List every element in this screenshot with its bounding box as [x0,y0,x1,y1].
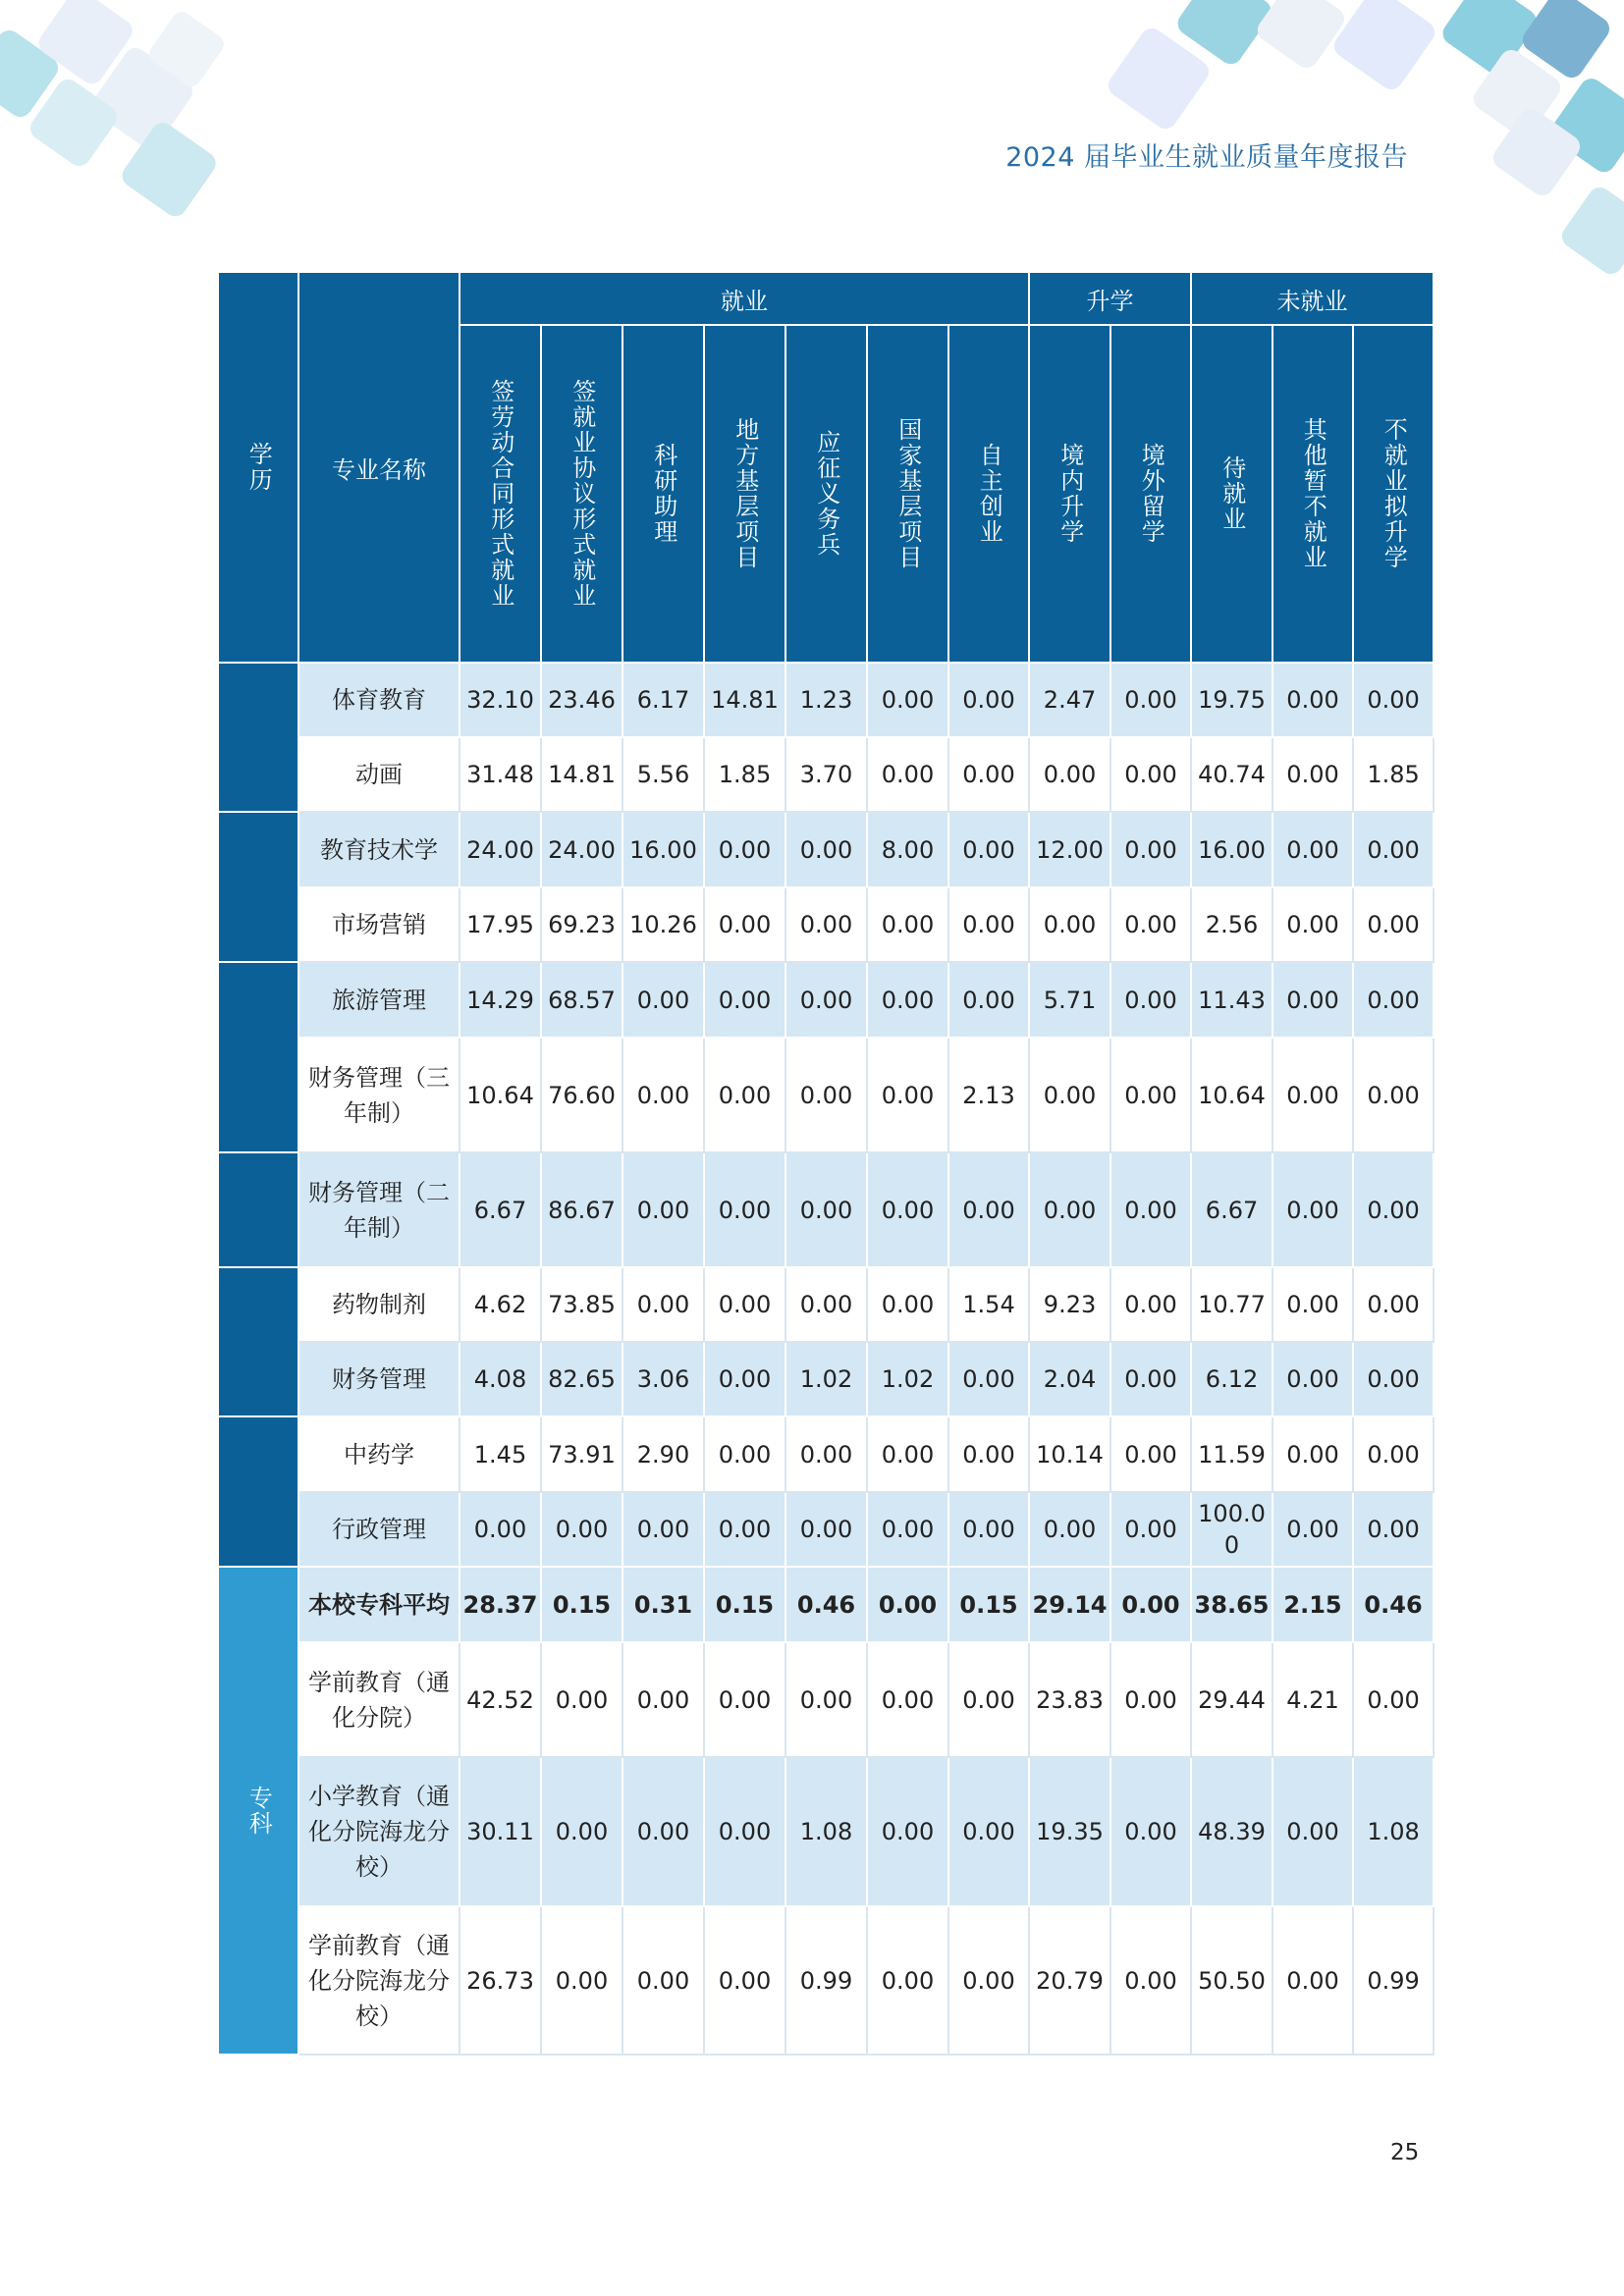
value-cell: 0.00 [785,1267,867,1342]
value-cell: 38.65 [1191,1567,1272,1642]
major-name: 旅游管理 [298,962,460,1038]
subcol-header-label: 其他暂不就业 [1299,417,1327,570]
edu-label: 专科 [244,1785,273,1837]
value-cell: 0.00 [1272,887,1353,962]
value-cell: 0.00 [1272,1906,1353,2055]
subcol-header [785,325,867,663]
value-cell: 1.85 [1353,737,1434,812]
value-cell: 0.00 [785,1416,867,1492]
value-cell: 29.14 [1029,1567,1110,1642]
group-header-unemployed: 未就业 [1191,272,1434,325]
table-row [218,1492,1434,1567]
subcol-header-label: 签劳动合同形式就业 [486,379,514,609]
group-header-further-study: 升学 [1029,272,1191,325]
value-cell: 0.00 [704,1152,785,1267]
value-cell: 3.70 [785,737,867,812]
value-cell: 0.00 [1353,812,1434,887]
value-cell: 0.00 [1353,1038,1434,1152]
value-cell: 31.48 [460,737,541,812]
value-cell: 0.00 [785,1642,867,1757]
value-cell: 0.00 [704,812,785,887]
value-cell: 11.59 [1191,1416,1272,1492]
value-cell: 30.11 [460,1757,541,1906]
value-cell: 0.00 [704,1416,785,1492]
value-cell: 0.00 [623,1267,704,1342]
value-cell: 68.57 [541,962,623,1038]
value-cell: 0.00 [867,737,948,812]
value-cell: 0.00 [704,1342,785,1416]
table-row [218,663,1434,737]
subcol-header [1191,325,1272,663]
value-cell: 0.00 [704,1757,785,1906]
value-cell: 10.64 [1191,1038,1272,1152]
value-cell: 73.91 [541,1416,623,1492]
major-name: 本校专科平均 [298,1567,460,1642]
major-name: 教育技术学 [298,812,460,887]
value-cell: 4.62 [460,1267,541,1342]
major-name: 财务管理（二年制） [298,1152,460,1267]
value-cell: 0.00 [541,1757,623,1906]
value-cell: 0.00 [1029,1152,1110,1267]
value-cell: 0.00 [1353,1152,1434,1267]
major-name: 药物制剂 [298,1267,460,1342]
value-cell: 23.46 [541,663,623,737]
subcol-header [1272,325,1353,663]
value-cell: 0.00 [1110,812,1191,887]
subcol-header [948,325,1029,663]
major-name: 财务管理 [298,1342,460,1416]
subcol-header-label: 待就业 [1218,455,1246,532]
value-cell: 0.00 [948,1906,1029,2055]
value-cell: 0.00 [785,887,867,962]
value-cell: 0.00 [1272,1416,1353,1492]
value-cell: 10.64 [460,1038,541,1152]
value-cell: 2.90 [623,1416,704,1492]
value-cell: 12.00 [1029,812,1110,887]
value-cell: 0.00 [1110,1152,1191,1267]
value-cell: 0.00 [623,1152,704,1267]
value-cell: 1.45 [460,1416,541,1492]
table-row [218,1152,1434,1267]
subcol-header [704,325,785,663]
value-cell: 0.00 [541,1642,623,1757]
value-cell: 1.02 [867,1342,948,1416]
value-cell: 0.00 [1110,887,1191,962]
subcol-header-label: 地方基层项目 [731,417,759,570]
value-cell: 20.79 [1029,1906,1110,2055]
edu-cell [218,1152,298,1267]
value-cell: 14.81 [541,737,623,812]
major-name: 中药学 [298,1416,460,1492]
value-cell: 6.67 [460,1152,541,1267]
value-cell: 2.13 [948,1038,1029,1152]
subcol-header [623,325,704,663]
value-cell: 16.00 [1191,812,1272,887]
value-cell: 0.00 [1272,1152,1353,1267]
value-cell: 1.54 [948,1267,1029,1342]
subcol-header-label: 科研助理 [649,443,677,545]
edu-cell [218,812,298,962]
value-cell: 0.00 [704,1038,785,1152]
value-cell: 1.08 [1353,1757,1434,1906]
value-cell: 0.00 [1353,1416,1434,1492]
value-cell: 0.00 [1110,1038,1191,1152]
value-cell: 0.00 [1353,1342,1434,1416]
value-cell: 0.00 [623,1038,704,1152]
value-cell: 0.46 [1353,1567,1434,1642]
value-cell: 76.60 [541,1038,623,1152]
value-cell: 10.26 [623,887,704,962]
value-cell: 0.00 [1110,1906,1191,2055]
table-row [218,1342,1434,1416]
value-cell: 0.00 [1110,663,1191,737]
major-name: 市场营销 [298,887,460,962]
edu-cell [218,962,298,1152]
value-cell: 86.67 [541,1152,623,1267]
value-cell: 0.00 [948,1416,1029,1492]
value-cell: 0.00 [948,663,1029,737]
value-cell: 0.00 [541,1492,623,1567]
major-name: 体育教育 [298,663,460,737]
subcol-header-label: 应征义务兵 [812,430,840,558]
subcol-header-label: 自主创业 [975,443,1003,545]
value-cell: 0.15 [948,1567,1029,1642]
value-cell: 6.17 [623,663,704,737]
value-cell: 9.23 [1029,1267,1110,1342]
edu-cell [218,663,298,812]
value-cell: 19.75 [1191,663,1272,737]
value-cell: 4.21 [1272,1642,1353,1757]
table-row [218,1267,1434,1342]
value-cell: 10.14 [1029,1416,1110,1492]
value-cell: 3.06 [623,1342,704,1416]
value-cell: 0.00 [1353,962,1434,1038]
value-cell: 0.00 [1272,962,1353,1038]
value-cell: 0.00 [867,1906,948,2055]
value-cell: 0.00 [867,1152,948,1267]
value-cell: 0.00 [1272,1757,1353,1906]
value-cell: 0.00 [1110,1642,1191,1757]
subcol-header-label: 境内升学 [1056,443,1084,545]
subcol-header [867,325,948,663]
table-row [218,737,1434,812]
edu-cell-zhuanke [218,1567,298,2055]
value-cell: 0.00 [704,1642,785,1757]
value-cell: 17.95 [460,887,541,962]
value-cell: 0.00 [948,737,1029,812]
value-cell: 0.00 [948,887,1029,962]
value-cell: 0.00 [867,663,948,737]
value-cell: 0.00 [1110,1342,1191,1416]
value-cell: 0.00 [867,962,948,1038]
value-cell: 1.08 [785,1757,867,1906]
major-name: 财务管理（三年制） [298,1038,460,1152]
subcol-header [541,325,623,663]
value-cell: 0.00 [1110,1492,1191,1567]
value-cell: 42.52 [460,1642,541,1757]
col-header-major: 专业名称 [298,272,460,663]
value-cell: 0.00 [1353,1492,1434,1567]
value-cell: 0.00 [867,1642,948,1757]
value-cell: 0.00 [948,1757,1029,1906]
value-cell: 0.00 [1353,1267,1434,1342]
value-cell: 0.00 [623,1906,704,2055]
value-cell: 0.00 [1272,1267,1353,1342]
table-row [218,1567,1434,1642]
value-cell: 28.37 [460,1567,541,1642]
report-title: 2024 届毕业生就业质量年度报告 [1005,142,1408,173]
value-cell: 0.00 [1110,1757,1191,1906]
value-cell: 0.00 [785,1492,867,1567]
value-cell: 40.74 [1191,737,1272,812]
value-cell: 0.00 [1029,1038,1110,1152]
value-cell: 69.23 [541,887,623,962]
value-cell: 0.00 [785,1152,867,1267]
group-header-employed: 就业 [460,272,1029,325]
major-name: 学前教育（通化分院） [298,1642,460,1757]
value-cell: 6.12 [1191,1342,1272,1416]
value-cell: 11.43 [1191,962,1272,1038]
value-cell: 0.00 [1110,1267,1191,1342]
value-cell: 0.00 [623,1492,704,1567]
value-cell: 0.00 [1272,737,1353,812]
subcol-header-label: 境外留学 [1137,443,1165,545]
value-cell: 0.00 [704,1906,785,2055]
major-name: 小学教育（通化分院海龙分校） [298,1757,460,1906]
value-cell: 0.00 [785,812,867,887]
subcol-header [460,325,541,663]
value-cell: 0.46 [785,1567,867,1642]
major-name: 学前教育（通化分院海龙分校） [298,1906,460,2055]
value-cell: 0.00 [1110,1416,1191,1492]
value-cell: 0.00 [948,812,1029,887]
value-cell: 0.00 [867,1567,948,1642]
value-cell: 48.39 [1191,1757,1272,1906]
value-cell: 0.31 [623,1567,704,1642]
value-cell: 0.00 [1272,1492,1353,1567]
value-cell: 0.00 [704,1492,785,1567]
value-cell: 0.00 [785,962,867,1038]
value-cell: 29.44 [1191,1642,1272,1757]
value-cell: 0.00 [460,1492,541,1567]
value-cell: 0.00 [1272,1342,1353,1416]
value-cell: 0.00 [623,962,704,1038]
value-cell: 0.00 [1353,887,1434,962]
employment-table [217,271,1435,2056]
value-cell: 0.00 [867,1492,948,1567]
value-cell: 2.56 [1191,887,1272,962]
value-cell: 0.00 [704,887,785,962]
value-cell: 0.00 [1029,1492,1110,1567]
value-cell: 0.00 [785,1038,867,1152]
subcol-header-label: 签就业协议形式就业 [568,379,596,609]
value-cell: 5.71 [1029,962,1110,1038]
value-cell: 0.00 [948,1492,1029,1567]
value-cell: 0.00 [1110,962,1191,1038]
value-cell: 0.00 [1272,1038,1353,1152]
value-cell: 0.00 [867,1757,948,1906]
subcol-header [1029,325,1110,663]
value-cell: 8.00 [867,812,948,887]
value-cell: 24.00 [541,812,623,887]
value-cell: 23.83 [1029,1642,1110,1757]
col-header-edu-label: 学历 [244,442,273,493]
value-cell: 0.00 [623,1757,704,1906]
value-cell: 0.00 [948,962,1029,1038]
edu-cell [218,1416,298,1567]
value-cell: 0.00 [1353,1642,1434,1757]
value-cell: 24.00 [460,812,541,887]
value-cell: 5.56 [623,737,704,812]
value-cell: 0.00 [867,1038,948,1152]
value-cell: 0.00 [1110,737,1191,812]
value-cell: 0.00 [948,1642,1029,1757]
value-cell: 0.00 [1110,1567,1191,1642]
col-header-edu [218,272,298,663]
value-cell: 0.00 [1353,663,1434,737]
edu-cell [218,1267,298,1416]
table-row [218,1642,1434,1757]
value-cell: 0.00 [704,962,785,1038]
table-row [218,1038,1434,1152]
value-cell: 10.77 [1191,1267,1272,1342]
major-name: 行政管理 [298,1492,460,1567]
value-cell: 73.85 [541,1267,623,1342]
value-cell: 19.35 [1029,1757,1110,1906]
major-name: 动画 [298,737,460,812]
value-cell: 0.00 [867,887,948,962]
subcol-header [1110,325,1191,663]
table-row [218,1416,1434,1492]
value-cell: 2.04 [1029,1342,1110,1416]
value-cell: 0.00 [867,1416,948,1492]
value-cell: 0.00 [1272,812,1353,887]
value-cell: 0.00 [623,1642,704,1757]
table-row [218,887,1434,962]
subcol-header-label: 不就业拟升学 [1380,417,1408,570]
value-cell: 0.00 [1272,663,1353,737]
value-cell: 4.08 [460,1342,541,1416]
value-cell: 0.00 [867,1267,948,1342]
value-cell: 0.99 [1353,1906,1434,2055]
table-row [218,812,1434,887]
value-cell: 1.85 [704,737,785,812]
value-cell: 0.15 [541,1567,623,1642]
value-cell: 26.73 [460,1906,541,2055]
subcol-header [1353,325,1434,663]
table-row [218,962,1434,1038]
value-cell: 0.00 [541,1906,623,2055]
value-cell: 0.00 [948,1342,1029,1416]
value-cell: 1.23 [785,663,867,737]
value-cell: 16.00 [623,812,704,887]
page-number: 25 [1390,2140,1420,2165]
value-cell: 0.00 [948,1152,1029,1267]
value-cell: 6.67 [1191,1152,1272,1267]
value-cell: 14.81 [704,663,785,737]
value-cell: 0.00 [1029,887,1110,962]
subcol-header-label: 国家基层项目 [893,417,922,570]
value-cell: 2.15 [1272,1567,1353,1642]
value-cell: 14.29 [460,962,541,1038]
value-cell: 0.99 [785,1906,867,2055]
table-row [218,1757,1434,1906]
value-cell: 82.65 [541,1342,623,1416]
value-cell: 1.02 [785,1342,867,1416]
value-cell: 50.50 [1191,1906,1272,2055]
value-cell: 0.00 [1029,737,1110,812]
value-cell: 0.15 [704,1567,785,1642]
value-cell: 100.00 [1191,1492,1272,1567]
table-row [218,1906,1434,2055]
value-cell: 32.10 [460,663,541,737]
value-cell: 2.47 [1029,663,1110,737]
value-cell: 0.00 [704,1267,785,1342]
